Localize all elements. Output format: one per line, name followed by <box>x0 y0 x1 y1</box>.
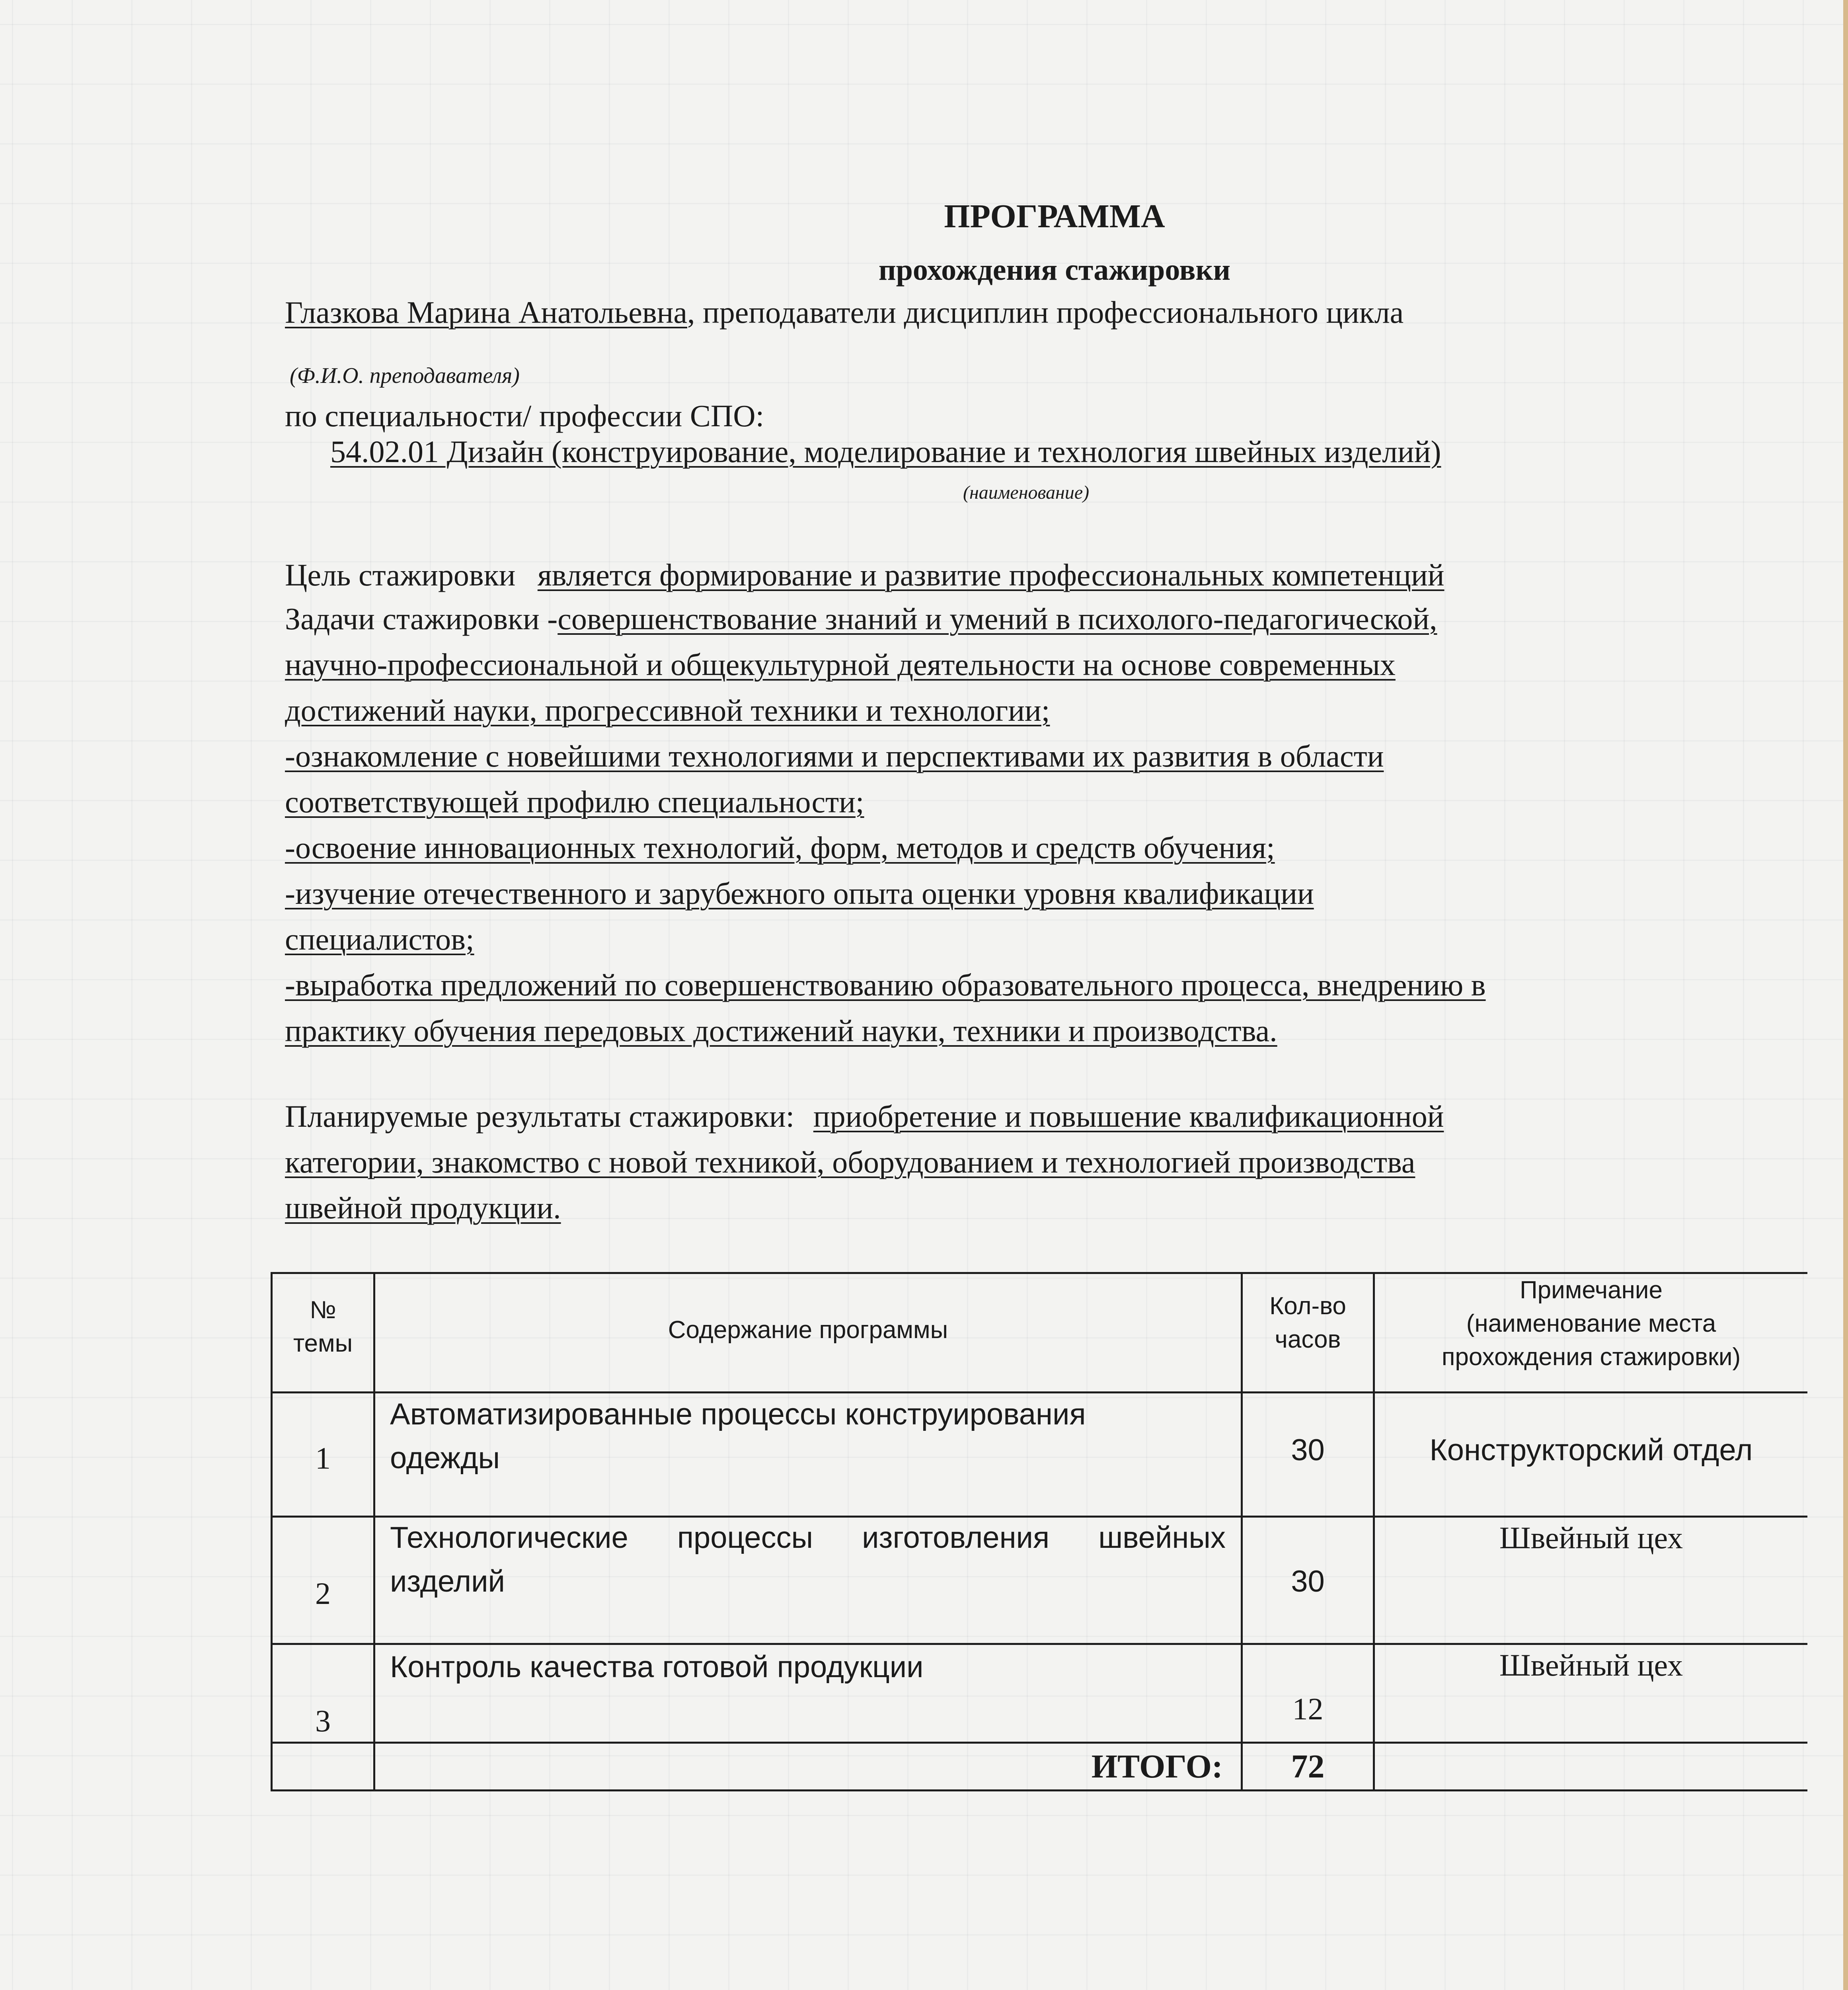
tasks-line-7: специалистов; <box>285 922 474 956</box>
tasks-line-4: соответствующей профилю специальности; <box>285 784 864 819</box>
tasks-first-line <box>285 601 1437 637</box>
teacher-line <box>285 295 1404 330</box>
row1-content-line2: одежды <box>390 1441 500 1475</box>
results-line-0: приобретение и повышение квалификационной <box>813 1099 1444 1134</box>
goal-text: является формирование и развитие профессиональных компетенций <box>537 558 1444 592</box>
tasks-line-3: -ознакомление с новейшими технологиями и перспективами их развития в области <box>285 739 1384 773</box>
header-hours-line1: Кол-во <box>1269 1292 1346 1320</box>
goal-label: Цель стажировки <box>285 558 516 592</box>
table-rule <box>271 1789 1807 1791</box>
header-note-cell <box>1375 1274 1807 1374</box>
row1-note: Конструкторский отдел <box>1429 1433 1753 1467</box>
row2-num: 2 <box>315 1576 331 1611</box>
tasks-line-6: -изучение отечественного и зарубежного опыта оценки уровня квалификации <box>285 876 1314 911</box>
table-rule <box>373 1272 375 1791</box>
header-note-line3: прохождения стажировки) <box>1441 1343 1741 1371</box>
document-subtitle: прохождения стажировки <box>878 253 1231 287</box>
results-line-2: швейной продукции. <box>285 1190 561 1225</box>
tasks-line-1: научно-профессиональной и общекультурной деятельности на основе современных <box>285 647 1396 682</box>
total-hours: 72 <box>1291 1748 1325 1785</box>
specialty-label: по специальности/ профессии СПО: <box>285 398 764 433</box>
header-hours-cell <box>1243 1290 1373 1356</box>
results-label: Планируемые результаты стажировки: <box>285 1099 795 1134</box>
specialty-value: 54.02.01 Дизайн (конструирование, моделирование и технология швейных изделий) <box>330 434 1441 469</box>
row3-hours: 12 <box>1292 1692 1324 1726</box>
row2-content-line1: Технологические процессы изготовления швейных <box>390 1521 1226 1555</box>
header-note-line1: Примечание <box>1520 1276 1663 1304</box>
teacher-role: , преподаватели дисциплин профессионального цикла <box>687 295 1404 330</box>
row1-num: 1 <box>315 1441 331 1475</box>
teacher-caption: (Ф.И.О. преподавателя) <box>290 363 520 388</box>
header-hours-line2: часов <box>1275 1326 1341 1353</box>
tasks-line-2: достижений науки, прогрессивной техники и технологии; <box>285 693 1050 728</box>
header-content: Содержание программы <box>668 1316 948 1344</box>
tasks-line-5: -освоение инновационных технологий, форм, методов и средств обучения; <box>285 830 1275 865</box>
row3-num: 3 <box>315 1703 331 1738</box>
row1-content-line1: Автоматизированные процессы конструирования <box>390 1397 1086 1431</box>
results-first-line <box>285 1098 1444 1134</box>
row1-hours: 30 <box>1291 1433 1325 1467</box>
tasks-line-8: -выработка предложений по совершенствованию образовательного процесса, внедрению в <box>285 968 1486 1002</box>
header-note-line2: (наименование места <box>1466 1310 1716 1337</box>
header-num-line2: темы <box>293 1330 353 1357</box>
tasks-label: Задачи стажировки - <box>285 601 558 636</box>
teacher-name: Глазкова Марина Анатольевна <box>285 295 688 330</box>
document-title: ПРОГРАММА <box>944 198 1165 235</box>
row2-hours: 30 <box>1291 1565 1325 1598</box>
header-num-cell <box>273 1294 373 1360</box>
header-num-line1: № <box>310 1296 336 1324</box>
total-label: ИТОГО: <box>1091 1748 1223 1785</box>
row3-note: Швейный цех <box>1499 1648 1683 1682</box>
row2-note: Швейный цех <box>1499 1520 1683 1555</box>
results-line-1: категории, знакомство с новой техникой, оборудованием и технологией производства <box>285 1145 1415 1179</box>
tasks-line-9: практику обучения передовых достижений науки, техники и производства. <box>285 1013 1277 1048</box>
specialty-caption: (наименование) <box>963 482 1090 503</box>
tasks-line-0: совершенствование знаний и умений в психолого-педагогической, <box>558 601 1437 636</box>
goal-line <box>285 557 1444 593</box>
row2-content-line2: изделий <box>390 1565 505 1598</box>
row3-content-line1: Контроль качества готовой продукции <box>390 1650 924 1684</box>
table-rule <box>271 1742 1807 1744</box>
